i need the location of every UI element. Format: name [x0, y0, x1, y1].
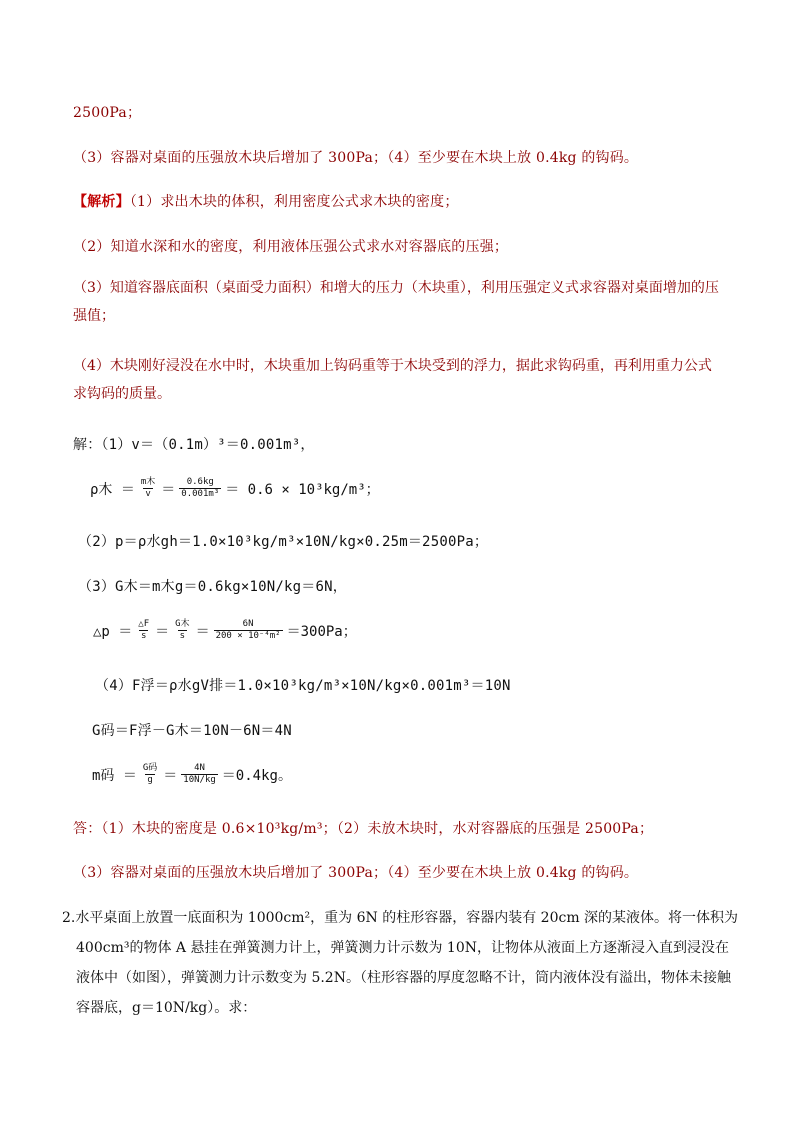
question-2-text: 2.水平桌面上放置一底面积为 1000cm²，重为 6N 的柱形容器，容器内装有 20cm 深的某液体。将一体积为 400cm³的物体 A 悬挂在弹簧测力计上，弹簧测力计示数为 10N，让物体从液面上方逐渐浸入直到浸没在液体中（如图），弹簧测力计示数变为 5.2N。（柱形容器的厚度忽略不计，筒内液体没有溢出，物体未接触容器底，g＝10N/kg）。求： — [62, 910, 739, 1016]
pressure-fraction-2: $\frac{\text{G木}}{s}$ — [175, 619, 190, 641]
mass-fraction-1: $\frac{\text{G码}}{g}$ — [142, 763, 158, 785]
mass-fraction-2: $\frac{4N}{10N/kg}$ — [183, 763, 216, 785]
analysis-point-3: （3）知道容器底面积（桌面受力面积）和增大的压力（木块重），利用压强定义式求容器对桌面增加的压强值； — [73, 280, 719, 324]
density-fraction-1: $\frac{\text{m木}}{v}$ — [140, 477, 156, 499]
mass-formula: m码 ＝ $\frac{\text{G码}}{g}$ ＝ $\frac{4N}{10N/kg}$ ＝0.4kg。 — [92, 763, 292, 785]
solution-step-2: （2）p＝ρ水gh＝1.0×10³kg/m³×10N/kg×0.25m＝2500Pa； — [78, 534, 489, 550]
solution-step-3: （3）G木＝m木g＝0.6kg×10N/kg＝6N， — [78, 579, 347, 595]
answer-continuation-line1: 2500Pa； — [73, 105, 142, 121]
answer-line2: （3）容器对桌面的压强放木块后增加了 300Pa；（4）至少要在木块上放 0.4kg 的钩码。 — [73, 865, 639, 881]
analysis-point-1: （1）求出木块的体积，利用密度公式求木块的密度； — [129, 194, 459, 210]
pressure-fraction-1: $\frac{\triangle F}{s}$ — [138, 619, 150, 641]
density-result: ＝ 0.6 × 10³kg/m³； — [225, 481, 380, 498]
analysis-label: 【解析】 — [73, 194, 130, 210]
answer-continuation-line2: （3）容器对桌面的压强放木块后增加了 300Pa；（4）至少要在木块上放 0.4kg 的钩码。 — [73, 150, 639, 166]
solution-step-1: 解：（1）v＝（0.1m）³＝0.001m³， — [73, 437, 315, 453]
analysis-point-4: （4）木块刚好浸没在水中时，木块重加上钩码重等于木块受到的浮力，据此求钩码重，再利用重力公式求钩码的质量。 — [73, 358, 712, 402]
pressure-result: ＝300Pa； — [286, 623, 357, 640]
mass-result: ＝0.4kg。 — [221, 767, 292, 784]
solution-step-5: G码＝F浮－G木＝10N－6N＝4N — [92, 723, 292, 739]
answer-line1: 答：（1）木块的密度是 0.6×10³kg/m³；（2）未放木块时，水对容器底的压强是 2500Pa； — [73, 821, 654, 837]
density-fraction-2: $\frac{0.6kg}{\text{0.001m³}}$ — [181, 477, 220, 499]
pressure-increase-formula: △p ＝ $\frac{\triangle F}{s}$ ＝ $\frac{\text{G木}}{s}$ ＝ $\frac{6N}{\text{200 × 10⁻⁴m²}}$ ＝300Pa； — [93, 619, 357, 641]
analysis-line1 — [73, 191, 459, 211]
analysis-point-2: （2）知道水深和水的密度，利用液体压强公式求水对容器底的压强； — [73, 239, 509, 255]
question-2 — [62, 903, 742, 1023]
density-formula: ρ木 ＝ $\frac{\text{m木}}{v}$ ＝ $\frac{0.6kg}{\text{0.001m³}}$ ＝ 0.6 × 10³kg/m³； — [90, 477, 380, 499]
pressure-fraction-3: $\frac{6N}{\text{200 × 10⁻⁴m²}}$ — [215, 619, 281, 641]
density-lhs: ρ木 ＝ — [90, 481, 135, 498]
solution-step-4: （4）F浮＝ρ水gV排＝1.0×10³kg/m³×10N/kg×0.001m³＝10N — [95, 678, 511, 694]
